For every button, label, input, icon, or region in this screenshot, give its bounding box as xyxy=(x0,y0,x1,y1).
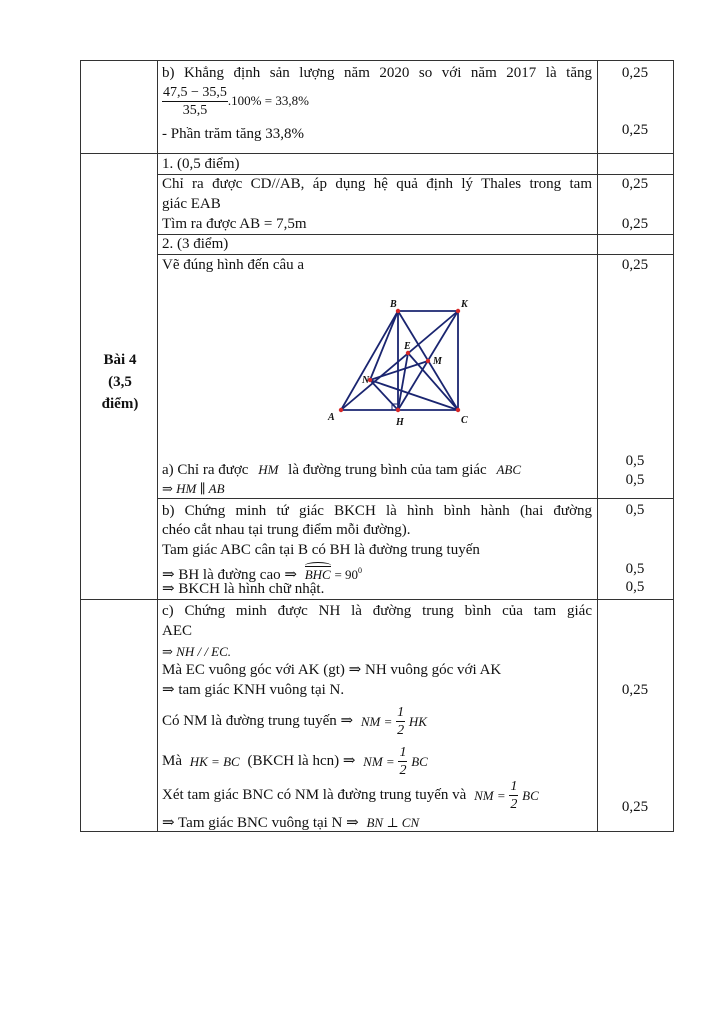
a-line1-pre: a) Chỉ ra được xyxy=(162,462,249,478)
b2017-line1: b) Khẳng định sản lượng năm 2020 so với năm 2017 là tăng xyxy=(162,65,592,81)
c-line1: c) Chứng minh được NH là đường trung bình của tam giác xyxy=(162,603,592,619)
c-line6 xyxy=(162,704,427,739)
table-border-top xyxy=(80,60,674,61)
section-points: (3,5 xyxy=(108,374,132,390)
label-C: C xyxy=(461,415,468,426)
geometry-figure xyxy=(320,292,480,432)
label-A: A xyxy=(328,412,335,423)
q1-score1: 0,25 xyxy=(621,176,649,192)
a-line1-math: HM xyxy=(258,462,279,477)
c-line8-den: 2 xyxy=(510,797,518,812)
a-score1: 0,5 xyxy=(625,453,645,469)
c-line7 xyxy=(162,744,428,779)
c-line4: Mà EC vuông góc với AK (gt) ⇒ NH vuông góc với AK xyxy=(162,662,502,678)
b2017-frac-den: 35,5 xyxy=(182,103,208,118)
table-divider-col2 xyxy=(597,60,598,832)
segment-NB xyxy=(370,311,398,380)
q1-line1a: Chỉ ra được CD//AB, áp dụng hệ quả định lý Thales trong tam xyxy=(162,176,592,192)
label-E: E xyxy=(404,341,411,352)
label-H: H xyxy=(396,417,404,428)
c-line6-den: 2 xyxy=(397,723,405,738)
q2-title: 2. (3 điểm) xyxy=(162,236,229,252)
point-M xyxy=(426,359,430,363)
c-line7-den: 2 xyxy=(399,763,407,778)
c-line6-rhs: HK xyxy=(408,714,427,729)
b-line4-angle: BHC xyxy=(304,567,331,582)
c-line7-num: 1 xyxy=(399,745,407,760)
c-score1: 0,25 xyxy=(621,682,649,698)
c-line8 xyxy=(162,778,539,813)
b2017-score1: 0,25 xyxy=(621,65,649,81)
b2017-frac-tail: .100% = 33,8% xyxy=(227,92,309,108)
b-line5: ⇒ BKCH là hình chữ nhật. xyxy=(162,581,325,597)
a-line1-math2: ABC xyxy=(496,462,521,477)
q2-line1: Vẽ đúng hình đến câu a xyxy=(162,257,305,273)
row-divider xyxy=(157,254,674,255)
c-line7-pre: Mà xyxy=(162,753,182,769)
row-divider xyxy=(157,234,674,235)
table-border-right xyxy=(673,60,674,832)
c-score2: 0,25 xyxy=(621,799,649,815)
point-A xyxy=(339,408,343,412)
b-line4-sup: 0 xyxy=(358,566,363,575)
section-points-unit: điểm) xyxy=(101,396,139,412)
c-line7-rhs: BC xyxy=(411,754,428,769)
a-line1 xyxy=(162,460,521,480)
segment-AB xyxy=(341,311,398,410)
label-B: B xyxy=(390,299,397,310)
label-K: K xyxy=(461,299,468,310)
table-divider-col1 xyxy=(157,60,158,832)
c-line9 xyxy=(162,813,419,833)
b-score3: 0,5 xyxy=(625,579,645,595)
row-divider xyxy=(157,498,674,499)
segment-NM xyxy=(370,361,428,380)
section-title: Bài 4 xyxy=(103,352,137,368)
section-label xyxy=(82,349,158,415)
c-line8-num: 1 xyxy=(510,779,518,794)
point-H xyxy=(396,408,400,412)
label-M: M xyxy=(433,356,442,367)
b2017-formula xyxy=(162,84,309,119)
c-line7-math: HK = BC xyxy=(189,754,240,769)
b2017-score2: 0,25 xyxy=(621,122,649,138)
point-K xyxy=(456,309,460,313)
b-score1: 0,5 xyxy=(625,502,645,518)
c-line8-lhs: NM = xyxy=(474,788,506,803)
b-line3: Tam giác ABC cân tại B có BH là đường trung tuyến xyxy=(162,542,480,558)
row-divider xyxy=(80,153,674,154)
row-divider xyxy=(80,599,674,600)
q1-line2: Tìm ra được AB = 7,5m xyxy=(162,216,307,232)
q2-score1: 0,25 xyxy=(621,257,649,273)
c-line2: AEC xyxy=(162,623,192,639)
c-line8-pre: Xét tam giác BNC có NM là đường trung tuyến và xyxy=(162,787,467,803)
c-line7-lhs: NM = xyxy=(363,754,395,769)
b2017-line3: - Phần trăm tăng 33,8% xyxy=(162,126,305,142)
a-line1-mid: là đường trung bình của tam giác xyxy=(288,462,487,478)
b-line2: chéo cắt nhau tại trung điểm mỗi đường). xyxy=(162,522,411,538)
b-line1: b) Chứng minh tứ giác BKCH là hình bình hành (hai đường xyxy=(162,503,592,519)
c-line6-lhs: NM = xyxy=(360,714,393,729)
b-score2: 0,5 xyxy=(625,561,645,577)
c-line5: ⇒ tam giác KNH vuông tại N. xyxy=(162,682,345,698)
c-line9-pre: ⇒ Tam giác BNC vuông tại N ⇒ xyxy=(162,815,359,831)
c-line6-pre: Có NM là đường trung tuyến ⇒ xyxy=(162,713,354,729)
a-score2: 0,5 xyxy=(625,472,645,488)
b2017-frac-num: 47,5 − 35,5 xyxy=(163,85,227,100)
c-line7-mid: (BKCH là hcn) ⇒ xyxy=(247,753,356,769)
a-line2: ⇒ HM ∥ AB xyxy=(162,481,225,496)
c-line6-num: 1 xyxy=(397,705,405,720)
q1-title: 1. (0,5 điểm) xyxy=(162,156,240,172)
b-line4-pre: ⇒ BH là đường cao ⇒ xyxy=(162,567,297,583)
b-line4-tail: = 90 xyxy=(334,567,359,582)
c-line8-rhs: BC xyxy=(522,788,539,803)
label-N: N xyxy=(362,375,370,386)
c-line3: ⇒ NH / / EC. xyxy=(162,644,232,659)
table-border-left xyxy=(80,60,81,832)
q1-score2: 0,25 xyxy=(621,216,649,232)
c-line9-math: BN ⊥ CN xyxy=(366,815,420,830)
point-C xyxy=(456,408,460,412)
q1-line1b: giác EAB xyxy=(162,196,221,212)
